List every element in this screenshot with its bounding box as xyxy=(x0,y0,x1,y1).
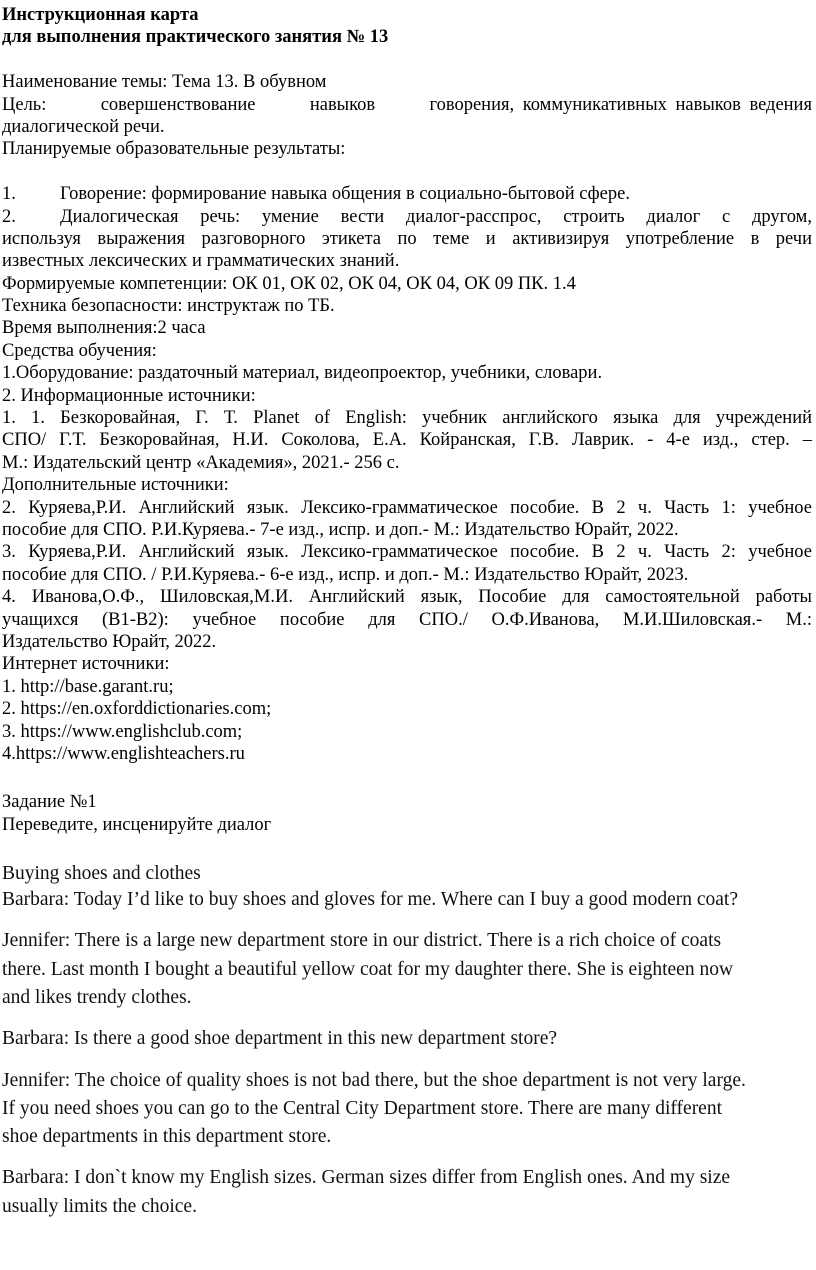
internet-link-2[interactable]: 2. https://en.oxforddictionaries.com; xyxy=(2,699,272,720)
spacer xyxy=(2,765,814,791)
goal-word-2: навыков xyxy=(309,94,376,115)
dialogue-line-2b: there. Last month I bought a beautiful yellow coat for my daughter there. She is eighteen now xyxy=(2,958,734,980)
dialogue-line-5b: usually limits the choice. xyxy=(2,1195,197,1217)
internet-link-1[interactable]: 1. http://base.garant.ru; xyxy=(2,676,174,697)
outcomes-heading: Планируемые образовательные результаты: xyxy=(2,139,346,160)
safety-line: Техника безопасности: инструктаж по ТБ. xyxy=(2,296,335,317)
dialogue-title: Buying shoes and clothes xyxy=(2,863,201,885)
goal-label: Цель: xyxy=(2,94,47,115)
spacer xyxy=(2,161,814,183)
outcome-item-1 xyxy=(2,183,814,205)
task-title: Задание №1 xyxy=(2,792,97,813)
dialogue-line-1: Barbara: Today I’d like to buy shoes and gloves for me. Where can I buy a good modern coat? xyxy=(2,889,738,911)
dialogue-section xyxy=(2,862,814,1221)
additional-heading: Дополнительные источники: xyxy=(2,475,229,496)
additional-source-3-line-2: пособие для СПО. / Р.И.Куряева.- 6-е изд., испр. и доп.- М.: Издательство Юрайт, 2023. xyxy=(2,564,689,585)
dialogue-line-4c: shoe departments in this department store. xyxy=(2,1126,332,1148)
outcome-text: Диалогическая речь: умение вести диалог-расспрос, строить диалог с другом, xyxy=(60,206,812,227)
spacer xyxy=(2,914,814,927)
spacer xyxy=(2,836,814,862)
goal-rest: говорения, коммуникативных навыков ведения xyxy=(429,94,812,115)
outcome-number: 2. xyxy=(2,206,16,227)
title-line-2: для выполнения практического занятия № 13 xyxy=(2,27,389,48)
additional-source-4-line-1: 4. Иванова,О.Ф., Шиловская,М.И. Английский язык, Пособие для самостоятельной работы xyxy=(2,587,812,608)
main-source-line-3: М.: Издательский центр «Академия», 2021.- 256 с. xyxy=(2,452,400,473)
goal-line-2: диалогической речи. xyxy=(2,116,165,137)
outcome-item-2-line-3: известных лексических и грамматических знаний. xyxy=(2,251,400,272)
additional-source-2-line-2: пособие для СПО. Р.И.Куряева.- 7-е изд., испр. и доп.- М.: Издательство Юрайт, 2022. xyxy=(2,519,679,540)
goal-line xyxy=(2,94,814,116)
dialogue-line-5a: Barbara: I don`t know my English sizes. German sizes differ from English ones. And my size xyxy=(2,1167,731,1189)
internet-heading: Интернет источники: xyxy=(2,654,170,675)
outcome-item-2 xyxy=(2,206,814,228)
dialogue-line-2c: and likes trendy clothes. xyxy=(2,986,192,1008)
title-line-1: Инструкционная карта xyxy=(2,5,199,25)
dialogue-line-4a: Jennifer: The choice of quality shoes is not bad there, but the shoe department is not very large. xyxy=(2,1069,746,1091)
main-source-line-2: СПО/ Г.Т. Безкоровайная, Н.И. Соколова, Е.А. Койранская, Г.В. Лаврик. - 4-е изд., стер. – xyxy=(2,430,812,451)
task-instruction: Переведите, инсценируйте диалог xyxy=(2,814,272,835)
means-heading: Средства обучения: xyxy=(2,340,157,361)
duration-line: Время выполнения:2 часа xyxy=(2,318,206,339)
goal-word-1: совершенствование xyxy=(100,94,256,115)
equipment-line: 1.Оборудование: раздаточный материал, видеопроектор, учебники, словари. xyxy=(2,363,603,384)
dialogue-line-2a: Jennifer: There is a large new department store in our district. There is a rich choice of coats xyxy=(2,930,722,952)
internet-link-4[interactable]: 4.https://www.englishteachers.ru xyxy=(2,743,245,764)
info-heading: 2. Информационные источники: xyxy=(2,385,256,406)
additional-source-4-line-3: Издательство Юрайт, 2022. xyxy=(2,631,217,652)
additional-source-2-line-1: 2. Куряева,Р.И. Английский язык. Лексико-грамматическое пособие. В 2 ч. Часть 1: учебное xyxy=(2,497,812,518)
topic-line: Наименование темы: Тема 13. В обувном xyxy=(2,72,327,93)
dialogue-line-3: Barbara: Is there a good shoe department in this new department store? xyxy=(2,1028,558,1050)
dialogue-line-4b: If you need shoes you can go to the Central City Department store. There are many different xyxy=(2,1097,723,1119)
internet-link-3[interactable]: 3. https://www.englishclub.com; xyxy=(2,721,243,742)
spacer xyxy=(2,1151,814,1164)
outcome-item-2-line-2: используя выражения разговорного этикета по теме и активизируя употребление в речи xyxy=(2,228,812,249)
outcome-number: 1. xyxy=(2,184,16,205)
competencies-line: Формируемые компетенции: ОК 01, ОК 02, ОК 04, ОК 04, ОК 09 ПК. 1.4 xyxy=(2,273,576,294)
spacer xyxy=(2,49,814,71)
additional-source-3-line-1: 3. Куряева,Р.И. Английский язык. Лексико-грамматическое пособие. В 2 ч. Часть 2: учебное xyxy=(2,542,812,563)
spacer xyxy=(2,1012,814,1025)
main-source-line-1: 1. 1. Безкоровайная, Г. Т. Planet of English: учебник английского языка для учреждений xyxy=(2,408,812,429)
outcome-text: Говорение: формирование навыка общения в социально-бытовой сфере. xyxy=(60,184,630,205)
additional-source-4-line-2: учащихся (В1-В2): учебное пособие для СПО./ О.Ф.Иванова, М.И.Шиловская.- М.: xyxy=(2,609,812,630)
spacer xyxy=(2,1054,814,1067)
